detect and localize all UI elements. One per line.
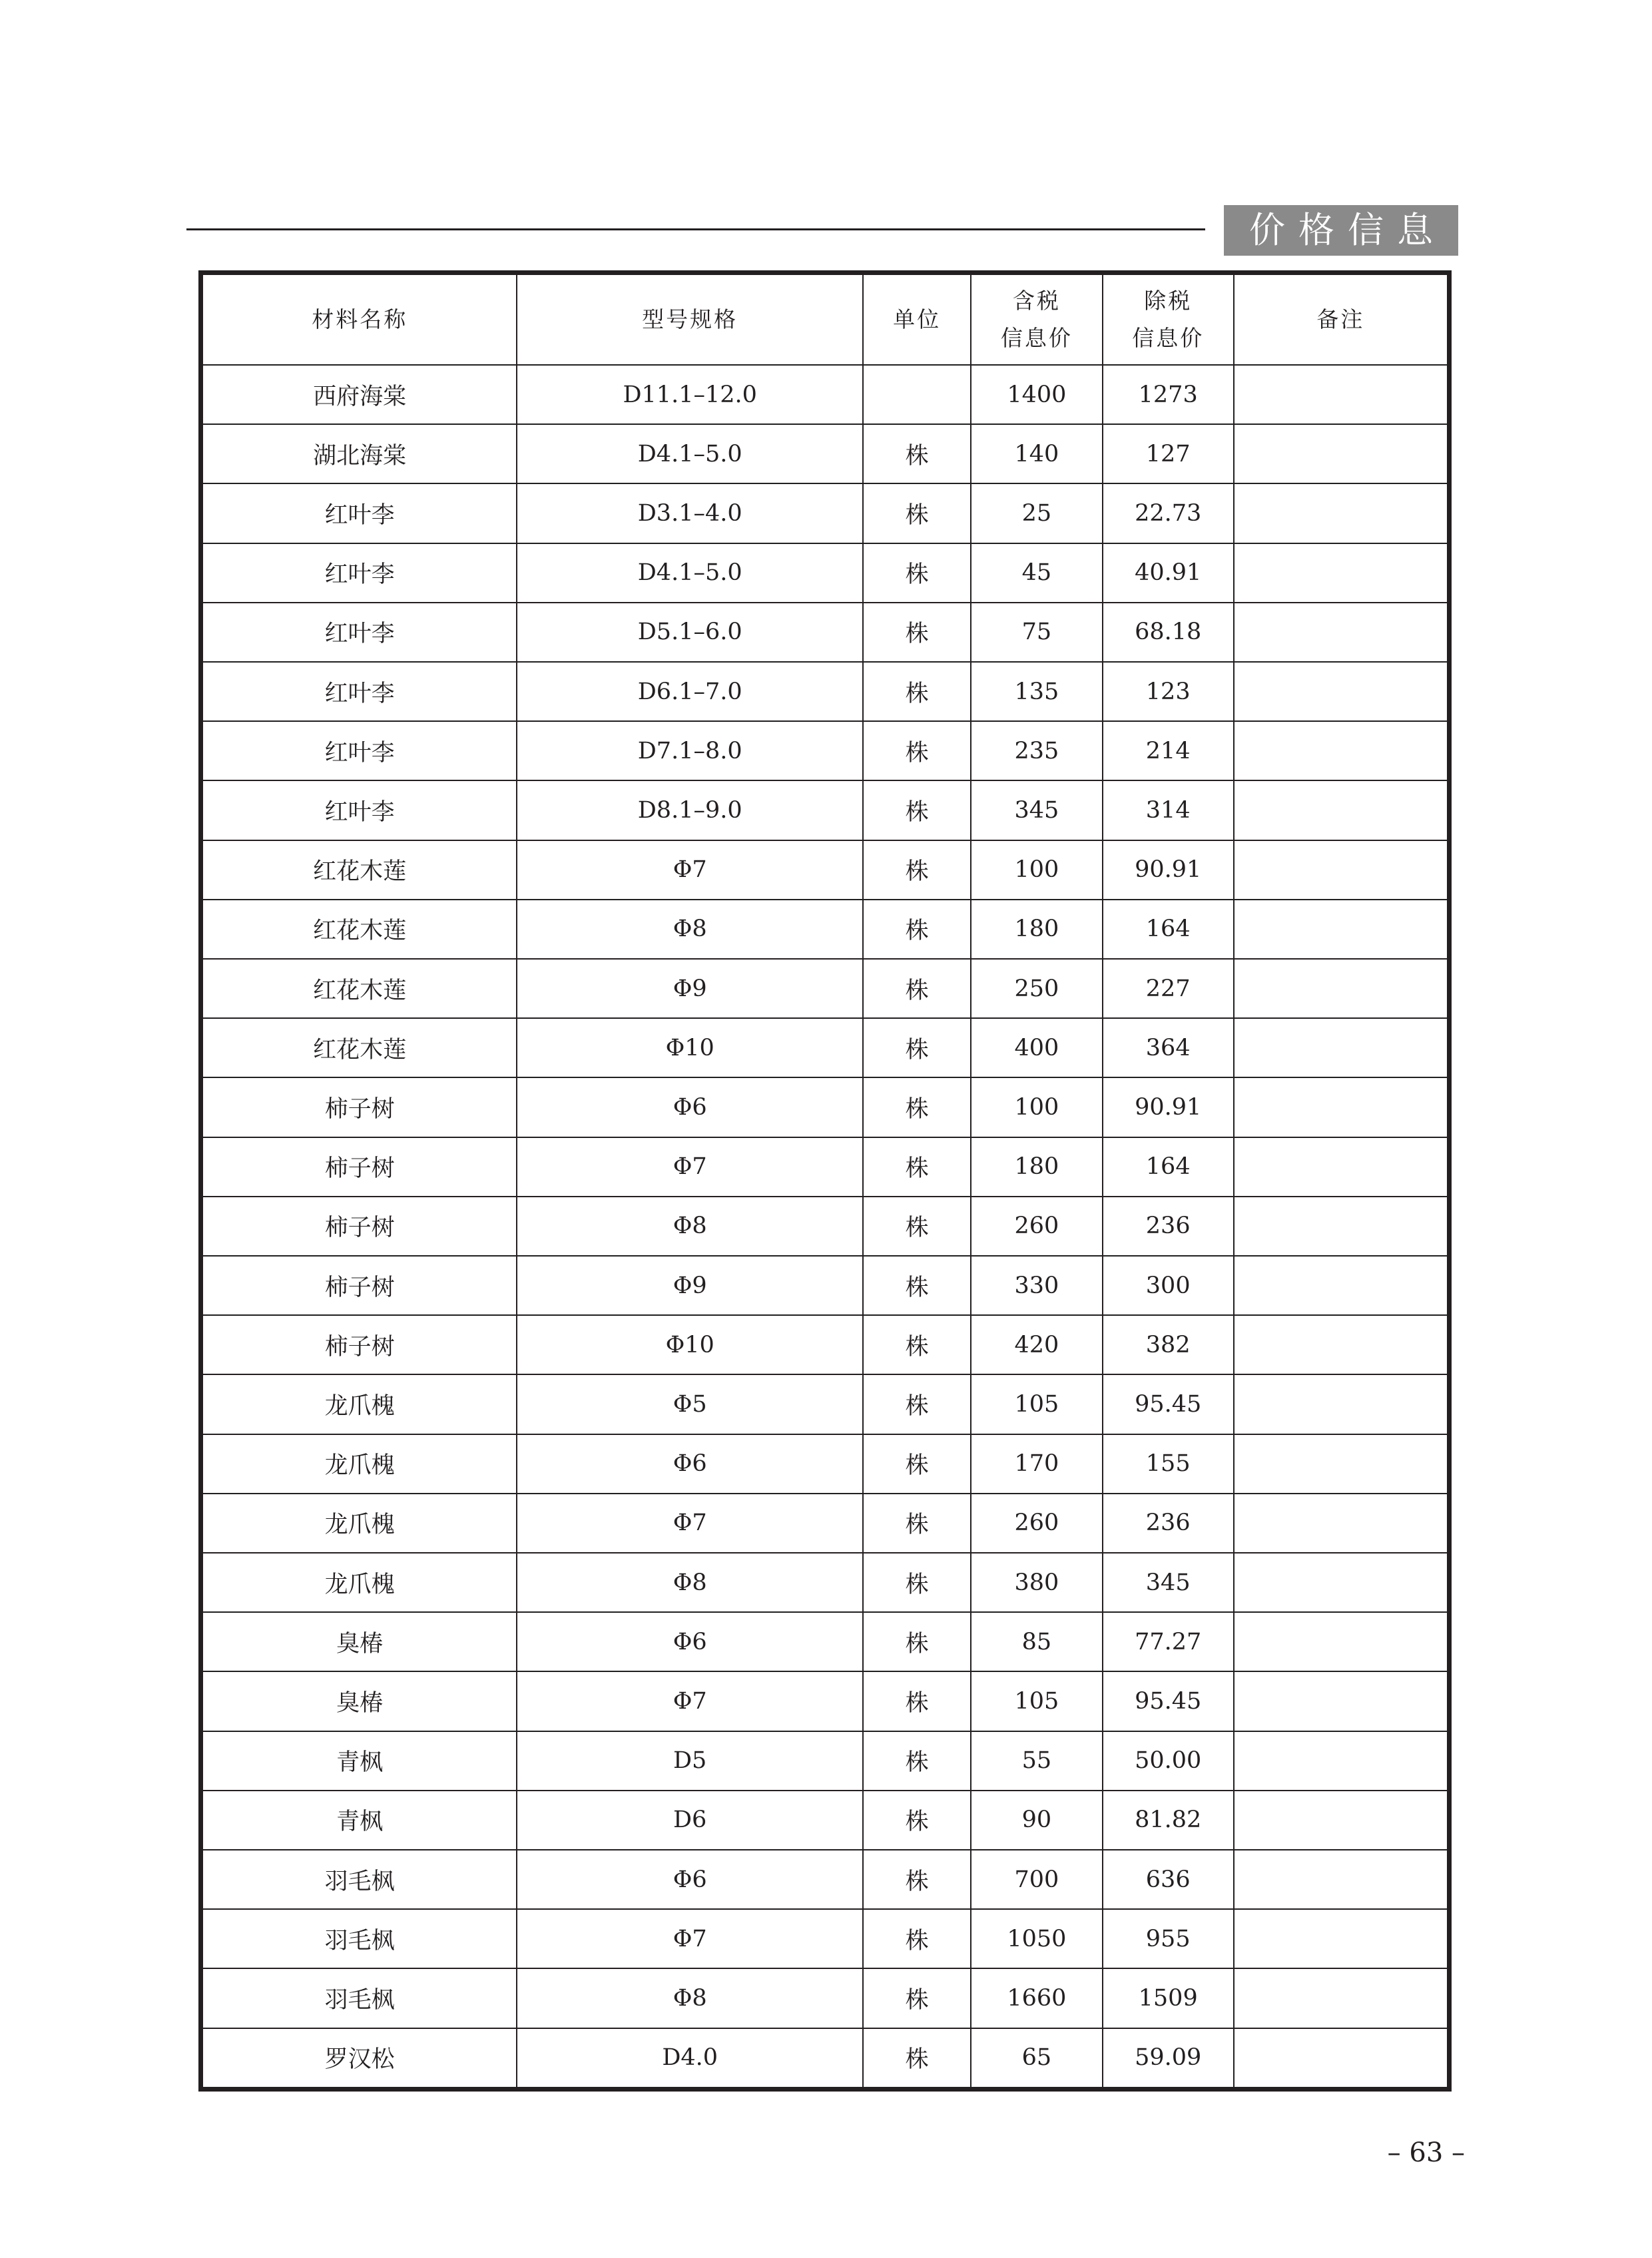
cell-remark	[1234, 1553, 1447, 1612]
cell-model-spec: D8.1–9.0	[517, 780, 863, 840]
cell-material-name: 红花木莲	[203, 840, 517, 900]
cell-material-name: 红叶李	[203, 721, 517, 780]
cell-remark	[1234, 543, 1447, 603]
cell-remark	[1234, 1077, 1447, 1137]
table-row	[203, 1671, 1447, 1731]
cell-model-spec: Φ6	[517, 1077, 863, 1137]
cell-remark	[1234, 662, 1447, 721]
cell-model-spec: Φ7	[517, 1909, 863, 1968]
table-row	[203, 959, 1447, 1018]
cell-untaxed-price: 123	[1103, 662, 1234, 721]
cell-taxed-price: 1400	[971, 365, 1102, 424]
table-row	[203, 662, 1447, 721]
cell-material-name: 羽毛枫	[203, 1909, 517, 1968]
table-row	[203, 483, 1447, 543]
cell-remark	[1234, 1671, 1447, 1731]
header-untaxed-line2: 信息价	[1132, 325, 1205, 351]
cell-model-spec: Φ8	[517, 900, 863, 959]
cell-model-spec: Φ7	[517, 840, 863, 900]
cell-untaxed-price: 90.91	[1103, 840, 1234, 900]
cell-unit: 株	[863, 1256, 971, 1315]
table-row	[203, 1197, 1447, 1256]
cell-taxed-price: 65	[971, 2028, 1102, 2087]
page-number: – 63 –	[1387, 2137, 1465, 2168]
cell-taxed-price: 45	[971, 543, 1102, 603]
cell-remark	[1234, 1374, 1447, 1434]
cell-taxed-price: 260	[971, 1494, 1102, 1553]
cell-material-name: 龙爪槐	[203, 1494, 517, 1553]
cell-remark	[1234, 840, 1447, 900]
cell-taxed-price: 345	[971, 780, 1102, 840]
cell-material-name: 红花木莲	[203, 900, 517, 959]
cell-taxed-price: 90	[971, 1791, 1102, 1850]
cell-taxed-price: 260	[971, 1197, 1102, 1256]
cell-remark	[1234, 1197, 1447, 1256]
cell-remark	[1234, 424, 1447, 483]
cell-remark	[1234, 1018, 1447, 1077]
section-title-badge: 价格信息	[1224, 205, 1458, 256]
price-table-frame	[198, 270, 1452, 2092]
cell-material-name: 红叶李	[203, 662, 517, 721]
header-taxed-price	[971, 275, 1102, 365]
cell-taxed-price: 75	[971, 603, 1102, 662]
cell-material-name: 柿子树	[203, 1137, 517, 1197]
cell-untaxed-price: 40.91	[1103, 543, 1234, 603]
table-body	[203, 365, 1447, 2087]
cell-material-name: 湖北海棠	[203, 424, 517, 483]
cell-taxed-price: 1050	[971, 1909, 1102, 1968]
cell-unit: 株	[863, 1137, 971, 1197]
table-row	[203, 2028, 1447, 2087]
cell-model-spec: D11.1–12.0	[517, 365, 863, 424]
cell-unit: 株	[863, 1374, 971, 1434]
table-row	[203, 1612, 1447, 1671]
cell-unit: 株	[863, 1018, 971, 1077]
table-row	[203, 1731, 1447, 1791]
table-row	[203, 1018, 1447, 1077]
cell-unit: 株	[863, 1077, 971, 1137]
cell-model-spec: D6.1–7.0	[517, 662, 863, 721]
cell-material-name: 红花木莲	[203, 959, 517, 1018]
cell-unit: 株	[863, 543, 971, 603]
cell-remark	[1234, 365, 1447, 424]
cell-untaxed-price: 164	[1103, 900, 1234, 959]
table-row	[203, 1850, 1447, 1909]
cell-taxed-price: 100	[971, 840, 1102, 900]
cell-unit: 株	[863, 2028, 971, 2087]
table-row	[203, 1968, 1447, 2028]
cell-material-name: 柿子树	[203, 1256, 517, 1315]
cell-unit: 株	[863, 721, 971, 780]
header-unit: 单位	[863, 275, 971, 365]
cell-untaxed-price: 1509	[1103, 1968, 1234, 2028]
table-row	[203, 721, 1447, 780]
cell-material-name: 红叶李	[203, 483, 517, 543]
table-row	[203, 780, 1447, 840]
cell-untaxed-price: 382	[1103, 1315, 1234, 1374]
cell-material-name: 羽毛枫	[203, 1850, 517, 1909]
header-untaxed-line1: 除税	[1144, 288, 1193, 314]
cell-unit: 株	[863, 603, 971, 662]
cell-taxed-price: 55	[971, 1731, 1102, 1791]
cell-remark	[1234, 483, 1447, 543]
cell-remark	[1234, 1612, 1447, 1671]
cell-remark	[1234, 900, 1447, 959]
cell-material-name: 臭椿	[203, 1671, 517, 1731]
cell-material-name: 红叶李	[203, 543, 517, 603]
cell-unit: 株	[863, 1553, 971, 1612]
cell-model-spec: Φ10	[517, 1018, 863, 1077]
cell-model-spec: Φ6	[517, 1850, 863, 1909]
cell-taxed-price: 235	[971, 721, 1102, 780]
cell-taxed-price: 420	[971, 1315, 1102, 1374]
cell-model-spec: Φ6	[517, 1612, 863, 1671]
cell-model-spec: Φ7	[517, 1671, 863, 1731]
header-untaxed-price	[1103, 275, 1234, 365]
cell-unit: 株	[863, 840, 971, 900]
cell-model-spec: Φ8	[517, 1553, 863, 1612]
cell-taxed-price: 170	[971, 1434, 1102, 1494]
cell-untaxed-price: 345	[1103, 1553, 1234, 1612]
cell-untaxed-price: 81.82	[1103, 1791, 1234, 1850]
table-row	[203, 1374, 1447, 1434]
cell-unit: 株	[863, 1315, 971, 1374]
cell-taxed-price: 105	[971, 1374, 1102, 1434]
cell-untaxed-price: 95.45	[1103, 1374, 1234, 1434]
cell-taxed-price: 250	[971, 959, 1102, 1018]
cell-untaxed-price: 90.91	[1103, 1077, 1234, 1137]
cell-unit: 株	[863, 780, 971, 840]
table-row	[203, 1137, 1447, 1197]
table-row	[203, 900, 1447, 959]
header-remark: 备注	[1234, 275, 1447, 365]
cell-material-name: 青枫	[203, 1791, 517, 1850]
cell-remark	[1234, 1315, 1447, 1374]
cell-remark	[1234, 603, 1447, 662]
cell-remark	[1234, 1137, 1447, 1197]
cell-untaxed-price: 50.00	[1103, 1731, 1234, 1791]
cell-taxed-price: 135	[971, 662, 1102, 721]
cell-material-name: 罗汉松	[203, 2028, 517, 2087]
table-row	[203, 424, 1447, 483]
cell-model-spec: Φ9	[517, 1256, 863, 1315]
cell-taxed-price: 400	[971, 1018, 1102, 1077]
cell-untaxed-price: 1273	[1103, 365, 1234, 424]
cell-model-spec: D5.1–6.0	[517, 603, 863, 662]
cell-model-spec: D4.0	[517, 2028, 863, 2087]
cell-unit: 株	[863, 1850, 971, 1909]
cell-remark	[1234, 1434, 1447, 1494]
cell-untaxed-price: 236	[1103, 1197, 1234, 1256]
table-row	[203, 1077, 1447, 1137]
cell-remark	[1234, 721, 1447, 780]
cell-untaxed-price: 22.73	[1103, 483, 1234, 543]
cell-taxed-price: 25	[971, 483, 1102, 543]
cell-model-spec: Φ10	[517, 1315, 863, 1374]
cell-remark	[1234, 1850, 1447, 1909]
cell-unit: 株	[863, 1197, 971, 1256]
cell-remark	[1234, 959, 1447, 1018]
table-row	[203, 1434, 1447, 1494]
cell-model-spec: D4.1–5.0	[517, 543, 863, 603]
cell-untaxed-price: 155	[1103, 1434, 1234, 1494]
cell-untaxed-price: 59.09	[1103, 2028, 1234, 2087]
cell-untaxed-price: 127	[1103, 424, 1234, 483]
cell-taxed-price: 700	[971, 1850, 1102, 1909]
header-rule	[186, 228, 1205, 230]
cell-material-name: 龙爪槐	[203, 1434, 517, 1494]
cell-taxed-price: 140	[971, 424, 1102, 483]
cell-untaxed-price: 300	[1103, 1256, 1234, 1315]
cell-material-name: 龙爪槐	[203, 1553, 517, 1612]
cell-remark	[1234, 1909, 1447, 1968]
cell-untaxed-price: 227	[1103, 959, 1234, 1018]
cell-unit: 株	[863, 662, 971, 721]
cell-model-spec: Φ7	[517, 1137, 863, 1197]
cell-material-name: 臭椿	[203, 1612, 517, 1671]
cell-untaxed-price: 214	[1103, 721, 1234, 780]
cell-untaxed-price: 955	[1103, 1909, 1234, 1968]
cell-taxed-price: 1660	[971, 1968, 1102, 2028]
cell-material-name: 柿子树	[203, 1197, 517, 1256]
table-row	[203, 1315, 1447, 1374]
cell-unit: 株	[863, 424, 971, 483]
cell-remark	[1234, 1791, 1447, 1850]
cell-material-name: 西府海棠	[203, 365, 517, 424]
cell-unit: 株	[863, 1731, 971, 1791]
cell-unit: 株	[863, 1791, 971, 1850]
cell-taxed-price: 105	[971, 1671, 1102, 1731]
cell-taxed-price: 180	[971, 900, 1102, 959]
cell-material-name: 柿子树	[203, 1077, 517, 1137]
cell-remark	[1234, 2028, 1447, 2087]
cell-untaxed-price: 636	[1103, 1850, 1234, 1909]
cell-untaxed-price: 364	[1103, 1018, 1234, 1077]
cell-unit: 株	[863, 900, 971, 959]
cell-taxed-price: 100	[971, 1077, 1102, 1137]
cell-untaxed-price: 314	[1103, 780, 1234, 840]
header-material-name: 材料名称	[203, 275, 517, 365]
header-taxed-line2: 信息价	[1000, 325, 1073, 351]
table-row	[203, 365, 1447, 424]
cell-remark	[1234, 780, 1447, 840]
cell-untaxed-price: 77.27	[1103, 1612, 1234, 1671]
cell-model-spec: D7.1–8.0	[517, 721, 863, 780]
table-header-row	[203, 275, 1447, 365]
table-row	[203, 1256, 1447, 1315]
cell-taxed-price: 180	[971, 1137, 1102, 1197]
cell-model-spec: Φ8	[517, 1197, 863, 1256]
cell-material-name: 龙爪槐	[203, 1374, 517, 1434]
cell-unit: 株	[863, 959, 971, 1018]
cell-unit: 株	[863, 1494, 971, 1553]
price-table	[203, 275, 1447, 2087]
cell-unit	[863, 365, 971, 424]
cell-model-spec: Φ7	[517, 1494, 863, 1553]
cell-unit: 株	[863, 1434, 971, 1494]
cell-untaxed-price: 164	[1103, 1137, 1234, 1197]
cell-model-spec: D6	[517, 1791, 863, 1850]
cell-material-name: 红叶李	[203, 780, 517, 840]
cell-remark	[1234, 1968, 1447, 2028]
cell-taxed-price: 330	[971, 1256, 1102, 1315]
cell-untaxed-price: 236	[1103, 1494, 1234, 1553]
cell-remark	[1234, 1494, 1447, 1553]
cell-model-spec: D3.1–4.0	[517, 483, 863, 543]
cell-model-spec: D5	[517, 1731, 863, 1791]
table-row	[203, 1494, 1447, 1553]
cell-unit: 株	[863, 1968, 971, 2028]
header-taxed-line1: 含税	[1012, 288, 1061, 314]
cell-model-spec: Φ5	[517, 1374, 863, 1434]
cell-material-name: 羽毛枫	[203, 1968, 517, 2028]
cell-unit: 株	[863, 483, 971, 543]
cell-unit: 株	[863, 1671, 971, 1731]
cell-material-name: 红花木莲	[203, 1018, 517, 1077]
table-row	[203, 840, 1447, 900]
table-row	[203, 1791, 1447, 1850]
cell-material-name: 柿子树	[203, 1315, 517, 1374]
cell-model-spec: Φ9	[517, 959, 863, 1018]
cell-model-spec: D4.1–5.0	[517, 424, 863, 483]
table-row	[203, 603, 1447, 662]
cell-taxed-price: 380	[971, 1553, 1102, 1612]
cell-model-spec: Φ8	[517, 1968, 863, 2028]
cell-model-spec: Φ6	[517, 1434, 863, 1494]
cell-taxed-price: 85	[971, 1612, 1102, 1671]
cell-unit: 株	[863, 1909, 971, 1968]
table-row	[203, 1909, 1447, 1968]
cell-remark	[1234, 1256, 1447, 1315]
cell-untaxed-price: 95.45	[1103, 1671, 1234, 1731]
header-model-spec: 型号规格	[517, 275, 863, 365]
cell-untaxed-price: 68.18	[1103, 603, 1234, 662]
table-row	[203, 543, 1447, 603]
cell-material-name: 青枫	[203, 1731, 517, 1791]
cell-remark	[1234, 1731, 1447, 1791]
cell-unit: 株	[863, 1612, 971, 1671]
cell-material-name: 红叶李	[203, 603, 517, 662]
table-row	[203, 1553, 1447, 1612]
